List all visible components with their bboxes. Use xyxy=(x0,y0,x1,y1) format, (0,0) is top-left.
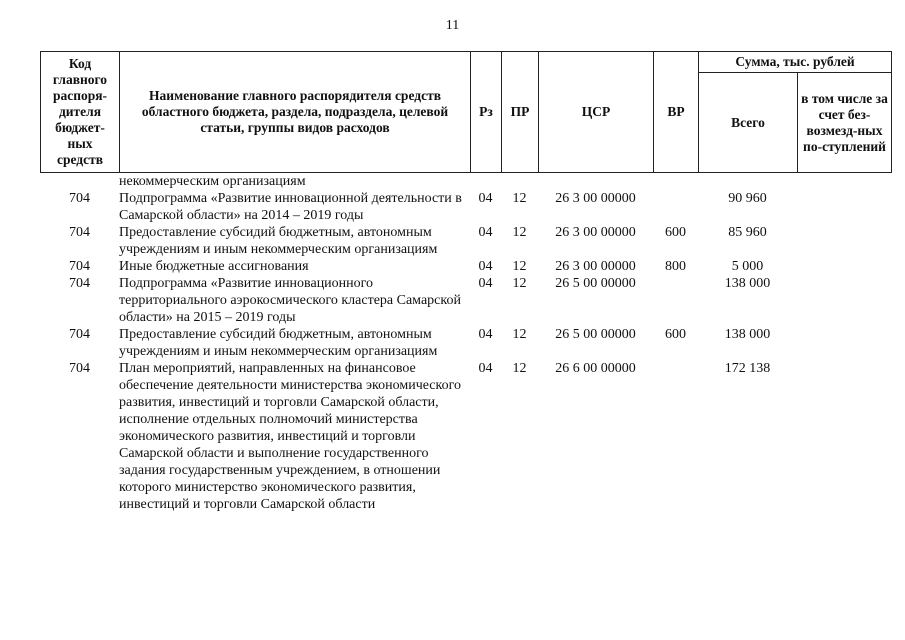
row-kod: 704 xyxy=(69,225,90,240)
row-vtom xyxy=(797,275,891,326)
row-csr: 26 3 00 00000 xyxy=(555,225,636,240)
header-vtom: в том числе за счет без-возмезд-ных по-ступлений xyxy=(798,73,892,173)
table-row xyxy=(40,224,891,258)
row-rz xyxy=(470,173,501,190)
row-vtom xyxy=(797,360,891,513)
row-vsego: 5 000 xyxy=(731,259,764,274)
row-rz: 04 xyxy=(478,225,493,240)
row-vr xyxy=(653,190,698,224)
row-vtom xyxy=(797,173,891,190)
row-vsego xyxy=(698,173,797,190)
header-pr: ПР xyxy=(502,52,539,173)
row-vsego: 90 960 xyxy=(728,191,767,206)
row-vsego: 172 138 xyxy=(724,361,771,376)
row-csr: 26 6 00 00000 xyxy=(555,361,636,376)
row-name: Иные бюджетные ассигнования xyxy=(119,259,309,274)
header-kod: Код главного распоря-дителя бюджет-ных средств xyxy=(41,52,120,173)
row-name: некоммерческим организациям xyxy=(119,174,306,189)
row-csr: 26 5 00 00000 xyxy=(555,327,636,342)
row-vr xyxy=(653,275,698,326)
table-row xyxy=(40,275,891,326)
row-name: Предоставление субсидий бюджетным, автономным учреждениям и иным некоммерческим организациям xyxy=(119,225,438,257)
table-row xyxy=(40,190,891,224)
header-summa: Сумма, тыс. рублей xyxy=(699,52,892,73)
row-kod: 704 xyxy=(69,259,90,274)
row-pr: 12 xyxy=(512,259,527,274)
row-kod: 704 xyxy=(69,191,90,206)
header-vr: ВР xyxy=(654,52,699,173)
row-vtom xyxy=(797,258,891,275)
row-pr: 12 xyxy=(512,327,527,342)
header-vsego: Всего xyxy=(699,73,798,173)
header-csr: ЦСР xyxy=(539,52,654,173)
row-vr: 800 xyxy=(665,259,686,274)
row-kod xyxy=(40,173,119,190)
row-csr: 26 5 00 00000 xyxy=(555,276,636,291)
table-header xyxy=(40,51,892,173)
row-name: План мероприятий, направленных на финансовое обеспечение деятельности министерства экономического развития, инвестиций и торговли Самарской области, исполнение отдельных полномочий министерства экономического развития, инвестиций и торговли Самарской области и выполнение государственного задания государственным учреждением, в отношении которого министерство экономического развития, инвестиций и торговли Самарской области xyxy=(119,361,462,512)
header-name: Наименование главного распорядителя средств областного бюджета, раздела, подраздела, целевой статьи, группы видов расходов xyxy=(120,52,471,173)
row-pr: 12 xyxy=(512,225,527,240)
row-vr xyxy=(653,360,698,513)
row-pr: 12 xyxy=(512,276,527,291)
header-rz: Рз xyxy=(471,52,502,173)
row-vtom xyxy=(797,224,891,258)
row-name: Подпрограмма «Развитие инновационного территориального аэрокосмического кластера Самарской области» на 2015 – 2019 годы xyxy=(119,276,461,325)
table-row xyxy=(40,326,891,360)
row-vr: 600 xyxy=(665,225,686,240)
row-vtom xyxy=(797,326,891,360)
row-rz: 04 xyxy=(478,361,493,376)
row-vsego: 85 960 xyxy=(728,225,767,240)
row-vsego: 138 000 xyxy=(724,327,771,342)
row-csr xyxy=(538,173,653,190)
row-kod: 704 xyxy=(69,276,90,291)
table-row xyxy=(40,258,891,275)
row-vsego: 138 000 xyxy=(724,276,771,291)
table-row xyxy=(40,173,891,190)
row-csr: 26 3 00 00000 xyxy=(555,191,636,206)
row-vtom xyxy=(797,190,891,224)
page-number: 11 xyxy=(445,18,460,33)
table-row xyxy=(40,360,891,513)
row-pr: 12 xyxy=(512,361,527,376)
row-name: Подпрограмма «Развитие инновационной деятельности в Самарской области» на 2014 – 2019 годы xyxy=(119,191,462,223)
row-vr: 600 xyxy=(665,327,686,342)
row-rz: 04 xyxy=(478,276,493,291)
row-rz: 04 xyxy=(478,327,493,342)
row-kod: 704 xyxy=(69,327,90,342)
row-kod: 704 xyxy=(69,361,90,376)
row-pr: 12 xyxy=(512,191,527,206)
row-pr xyxy=(501,173,538,190)
table-body xyxy=(40,173,891,513)
row-rz: 04 xyxy=(478,191,493,206)
row-rz: 04 xyxy=(478,259,493,274)
row-name: Предоставление субсидий бюджетным, автономным учреждениям и иным некоммерческим организациям xyxy=(119,327,438,359)
row-csr: 26 3 00 00000 xyxy=(555,259,636,274)
row-vr xyxy=(653,173,698,190)
